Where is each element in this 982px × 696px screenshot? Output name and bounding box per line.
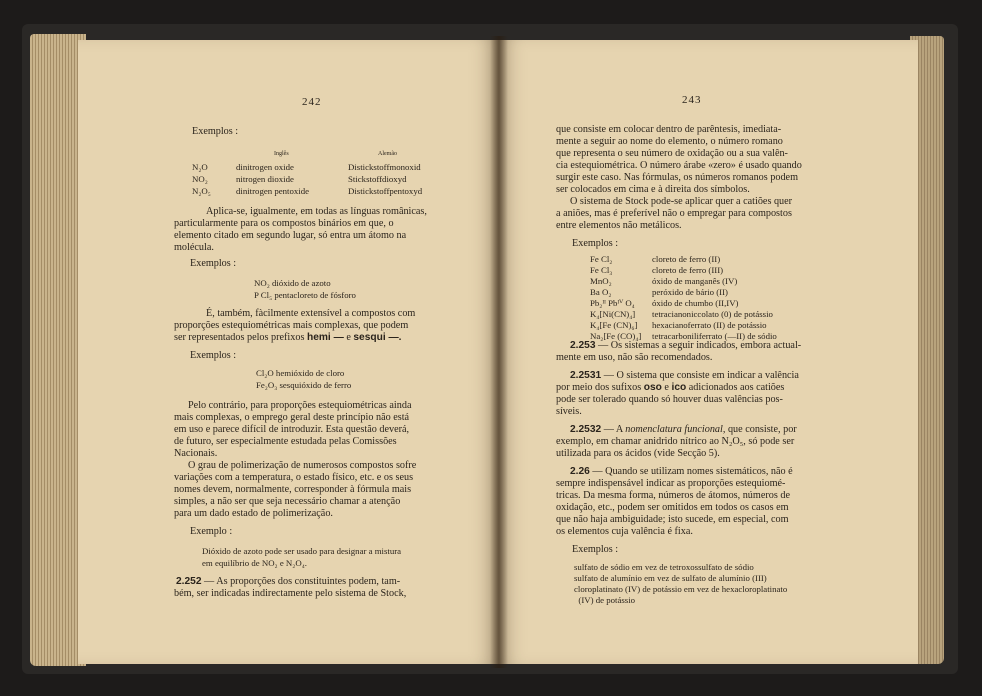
paragraph-line: Aplica-se, igualmente, em todas as línguas românicas, — [206, 206, 427, 217]
paragraph-line: Pelo contrário, para proporções estequiométricas ainda — [188, 400, 412, 411]
paragraph-line: exemplo, em chamar anidrido nítrico ao N₂O₅, só pode ser — [556, 436, 795, 447]
right-page — [498, 40, 918, 664]
example-line: NO₂ dióxido de azoto — [254, 278, 331, 288]
example-line: Dióxido de azoto pode ser usado para designar a mistura — [202, 546, 402, 556]
paragraph-line: simples, a não ser que seja necessário chamar a atenção — [174, 496, 401, 507]
list-item: Pb₂ᴵᴵ Pbᴵⱽ O₄ óxido de chumbo (II,IV) — [590, 298, 739, 308]
list-item: K₄[Ni(CN)₄] tetracianoniccolato (0) de potássio — [590, 309, 773, 319]
paragraph-line: mais complexas, o emprego geral deste princípio não está — [174, 412, 410, 423]
paragraph-line: para um dado estado de polimerização. — [174, 508, 333, 519]
paragraph-line: que não haja ambiguidade; isto sucede, em especial, com — [556, 514, 789, 525]
example-label: Exemplo : — [190, 526, 233, 537]
example-line: sulfato de sódio em vez de tetroxossulfato de sódio — [574, 562, 754, 572]
paragraph-line: em uso e parece difícil de introduzir. Esta questão deverá, — [174, 424, 410, 435]
section-2253: 2.253 — Os sistemas a seguir indicados, embora actual- — [570, 340, 802, 351]
paragraph-line: bém, ser indicadas indirectamente pelo sistema de Stock, — [174, 588, 407, 599]
prefix-hemi: hemi — — [306, 332, 344, 343]
prefix-sesqui: sesqui —. — [353, 332, 402, 343]
examples-label: Exemplos : — [192, 126, 239, 137]
examples-label: Exemplos : — [572, 544, 619, 555]
book-gutter — [490, 36, 508, 668]
paragraph-line: pode ser tolerado quando só houver duas valências pos- — [556, 394, 783, 405]
example-line: cloroplatinato (IV) de potássio em vez de hexacloroplatinato — [574, 584, 788, 594]
paragraph-line: ser colocados em cima e à direita dos símbolos. — [556, 184, 750, 195]
paragraph-line: que consiste em colocar dentro de parêntesis, imediata- — [556, 124, 782, 135]
section-2252: 2.252 — As proporções dos constituintes podem, tam- — [176, 576, 401, 587]
examples-label: Exemplos : — [572, 238, 619, 249]
paragraph-line: surgir este caso. Nas fórmulas, os números romanos podem — [556, 172, 799, 183]
paragraph-line: que representa o seu número de oxidação ou a sua valên- — [556, 148, 788, 159]
paragraph-line: molécula. — [174, 242, 214, 253]
suffix-oso: oso — [643, 382, 662, 393]
list-item: Fe Cl₂ cloreto de ferro (II) — [590, 254, 721, 264]
section-22531: 2.2531 — O sistema que consiste em indicar a valência — [570, 370, 799, 381]
paragraph-line: de futuro, ser especialmente estudada pelas Comissões — [174, 436, 397, 447]
paragraph-line: mente em uso, não são recomendados. — [556, 352, 713, 363]
list-item: Fe Cl₃ cloreto de ferro (III) — [590, 265, 724, 275]
paragraph-line: nomes devem, normalmente, corresponder à fórmula mais — [174, 484, 412, 495]
paragraph-line: proporções estequiométricas mais complexas, que podem — [174, 320, 409, 331]
table-header: Alemão — [378, 151, 397, 157]
example-line: (IV) de potássio — [574, 595, 636, 605]
paragraph-line: utilizada para os ácidos (vide Secção 5). — [556, 448, 720, 459]
paragraph-line: tricas. Da mesma forma, números de átomos, números de — [556, 490, 790, 501]
example-line: Fe₂O₃ sesquióxido de ferro — [256, 380, 352, 390]
section-226: 2.26 — Quando se utilizam nomes sistemáticos, não é — [570, 466, 793, 477]
suffix-ico: ico — [671, 382, 687, 393]
paragraph-line: elemento citado em segundo lugar, só entra um átomo na — [174, 230, 407, 241]
paragraph-line: variações com a temperatura, o estado físico, etc. e os seus — [174, 472, 414, 483]
paragraph-line: síveis. — [556, 406, 582, 417]
page-number: 243 — [682, 94, 702, 106]
section-22532: 2.2532 — A nomenclatura funcional, que consiste, por — [570, 424, 797, 435]
example-line: em equilíbrio de NO₂ e N₂O₄. — [202, 558, 307, 568]
paragraph-line: cia estequiométrica. O número árabe «zero» é usado quando — [556, 160, 802, 171]
examples-label: Exemplos : — [190, 350, 237, 361]
paragraph-line: O grau de polimerização de numerosos compostos sofre — [188, 460, 417, 471]
paragraph-line: O sistema de Stock pode-se aplicar quer a catiões quer — [570, 196, 793, 207]
example-line: Cl₂O hemióxido de cloro — [256, 368, 345, 378]
paragraph-line: É, também, fàcilmente extensível a compostos com — [206, 308, 416, 319]
paragraph-line: particularmente para os compostos binários em que, o — [174, 218, 394, 229]
paragraph-line: ser representados pelos prefixos hemi — e sesqui —. — [174, 332, 402, 343]
paragraph-line: oxidação, etc., podem ser omitidos em todos os casos em — [556, 502, 789, 513]
example-line: sulfato de alumínio em vez de sulfato de alumínio (III) — [574, 573, 767, 583]
left-page: 242 Exemplos : Inglês Alemão N₂O dinitrogen oxide Distickstoffmonoxid NO₂ nitrogen dioxide Stickstoffdioxyd N₂O₅ dinitrogen pentoxide Distickstoffpentoxyd Aplica-se, igualmente, em todas as línguas românicas, particularmente para os compostos binários em que, o elemento citado em segundo lugar, só entra um átomo na molécula. Exemplos : NO₂ dióxido de azoto P Cl₅ pentacloreto de fósforo É, também, fàcilmente extensível a compostos com proporções estequiométricas mais complexas, que podem ser representados pelos prefixos hemi — e sesqui —. Exemplos : Cl₂O hemióxido de cloro Fe₂O₃ sesquióxido de ferro Pelo contrário, para proporções estequiométricas ainda mais complexas, o emprego geral deste princípio não está em uso e parece difícil de introduzir. Esta questão deverá, de futuro, ser especialmente estudada pelas Comissões Nacionais. O grau de polimerização de numerosos compostos sofre variações com a temperatura, o estado físico, etc. e os seus nomes devem, normalmente, corresponder à fórmula mais simples, a não ser que seja necessário chamar a atenção para um dado estado de polimerização. Exemplo : Dióxido de azoto pode ser usado para designar a mistura em equilíbrio de NO₂ e N₂O₄. 2.252 — As proporções dos constituintes podem, tam- bém, ser indicadas indirectamente pelo sistema de Stock, — [78, 40, 498, 664]
paragraph-line: os elementos cuja valência é fixa. — [556, 526, 693, 537]
page-number: 242 — [302, 96, 322, 108]
example-line: P Cl₅ pentacloreto de fósforo — [254, 290, 356, 300]
list-item: Ba O₂ peróxido de bário (II) — [590, 287, 728, 297]
list-item: Na₂[Fe (CO)₄] tetracarboniliferrato (—II) de sódio — [590, 331, 777, 341]
list-item: K₄[Fe (CN)₆] hexacianoferrato (II) de potássio — [590, 320, 767, 330]
paragraph-line: por meio dos sufixos oso e ico adicionados aos catiões — [556, 382, 785, 393]
paragraph-line: mente a seguir ao nome do elemento, o número romano — [556, 136, 783, 147]
paragraph-line: Nacionais. — [174, 448, 218, 459]
paragraph-line: a aniões, mas é preferível não o empregar para compostos — [556, 208, 792, 219]
paragraph-line: entre elementos não metálicos. — [556, 220, 682, 231]
table-header: Inglês — [274, 151, 289, 157]
list-item: MnO₂ óxido de manganês (IV) — [590, 276, 738, 286]
examples-label: Exemplos : — [190, 258, 237, 269]
paragraph-line: sempre indispensável indicar as proporções estequiomé- — [556, 478, 786, 489]
